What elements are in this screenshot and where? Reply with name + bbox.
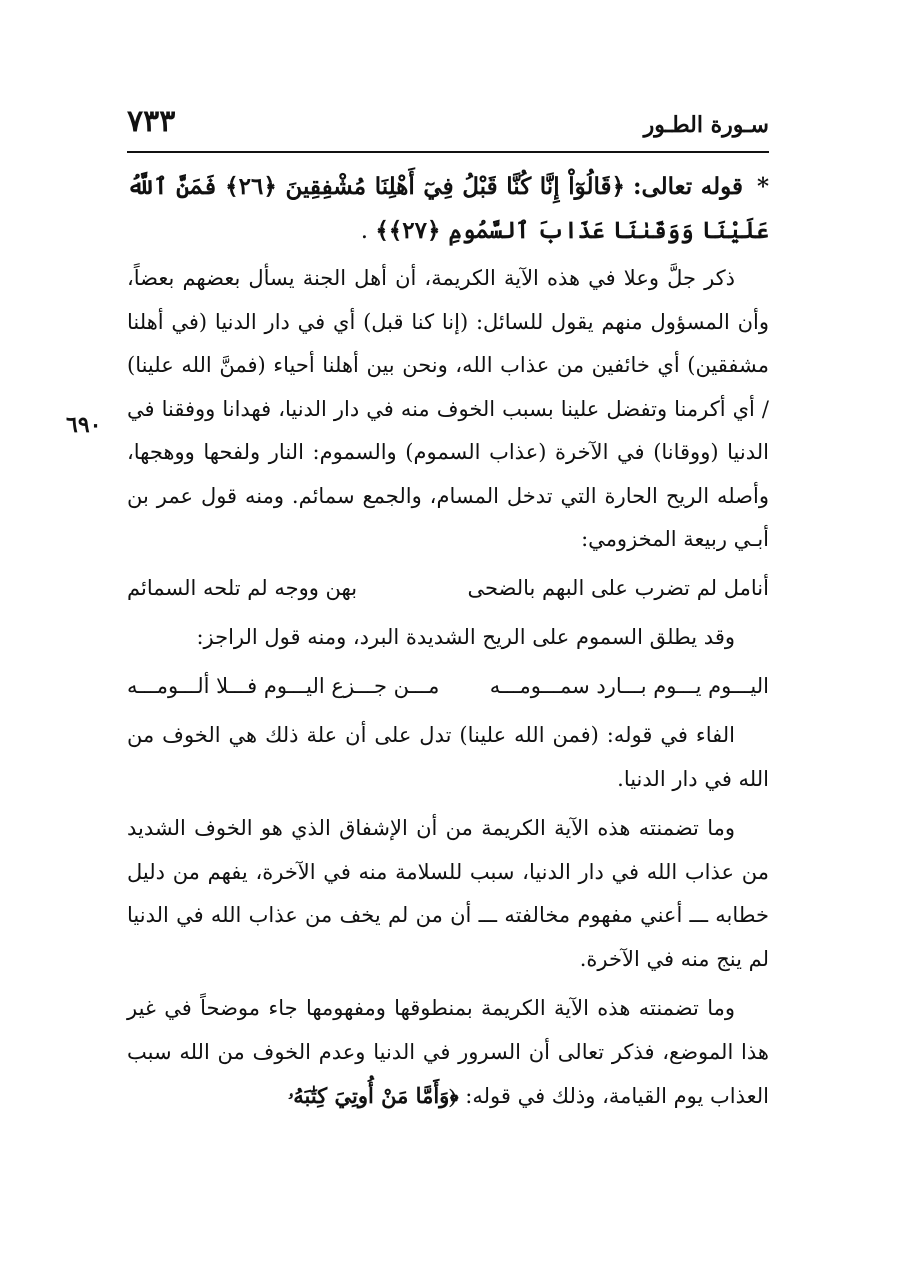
star-marker: * [757,173,770,200]
poetry-first-hemistich: اليـــوم يـــوم بـــارد سمـــومـــه [489,673,769,698]
paragraph-5-text: وما تضمنته هذه الآية الكريمة بمنطوقها ومفهومها جاء موضحاً في غير هذا الموضع، فذكر تعالى أن السرور في الدنيا وعدم الخوف من الله سبب العذاب يوم القيامة، وذلك في قوله: [127,996,769,1108]
verse-end: . [360,218,369,244]
paragraph-1: ذكر جلَّ وعلا في هذه الآية الكريمة، أن أهل الجنة يسأل بعضهم بعضاً، وأن المسؤول منهم يقول للسائل: (إنا كنا قبل) أي في دار الدنيا (في أهلنا مشفقين) أي خائفين من عذاب الله، ونحن بين أهلنا أحياء (فمنَّ الله علينا) / أي أكرمنا وتفضل علينا بسبب الخوف منه في دار الدنيا، فهدانا ووفقنا في الدنيا (ووقانا) في الآخرة (عذاب السموم) والسموم: النار ولفحها ووهجها، وأصله الريح الحارة التي تدخل المسام، والجمع سمائم. ومنه قول عمر بن أبـي ربيعة المخزومي: [127,266,769,551]
paragraph-4: وما تضمنته هذه الآية الكريمة من أن الإشفاق الذي هو الخوف الشديد من عذاب الله في دار الدنيا، سبب للسلامة منه في الآخرة، يفهم من دليل خطابه ـــ أعني مفهوم مخالفته ـــ أن من لم يخف من عذاب الله في الدنيا لم ينج منه في الآخرة. [127,816,769,971]
page-header [127,104,769,144]
poetry-first-hemistich: أنامل لم تضرب على البهم بالضحى [467,575,769,600]
surah-title: سـورة الطـور [643,112,769,138]
paragraph-5 [127,987,769,1119]
quran-verse: ﴿قَالُوٓاْ إِنَّا كُنَّا قَبْلُ فِيٓ أَهْلِنَا مُشْفِقِينَ ﴿٢٦﴾ فَمَنَّ ٱللَّهُ عَلَيْنَا وَوَقَىٰنَا عَذَابَ ٱلسَّمُومِ ﴿٢٧﴾﴾ [127,173,769,244]
poetry-second-hemistich: بهن ووجه لم تلحه السمائم [127,575,358,600]
header-rule [127,151,769,153]
quran-verse-continued: ﴿وَأَمَّا مَنْ أُوتِيَ كِتَٰبَهُۥ [288,1083,459,1108]
margin-page-reference: ٦٩٠ [66,412,102,438]
verse-heading [127,165,769,253]
paragraph-3: الفاء في قوله: (فمن الله علينا) تدل على أن علة ذلك هي الخوف من الله في دار الدنيا. [127,723,769,791]
poetry-second-hemistich: مـــن جـــزع اليـــوم فـــلا ألـــومـــه [127,673,440,698]
poetry-verse-1 [127,567,769,611]
verse-intro: قوله تعالى: [632,173,744,200]
paragraph-2: وقد يطلق السموم على الريح الشديدة البرد، ومنه قول الراجز: [196,625,735,649]
poetry-verse-2 [127,665,769,709]
page-content [127,165,769,1124]
page-number: ٧٣٣ [127,104,176,139]
